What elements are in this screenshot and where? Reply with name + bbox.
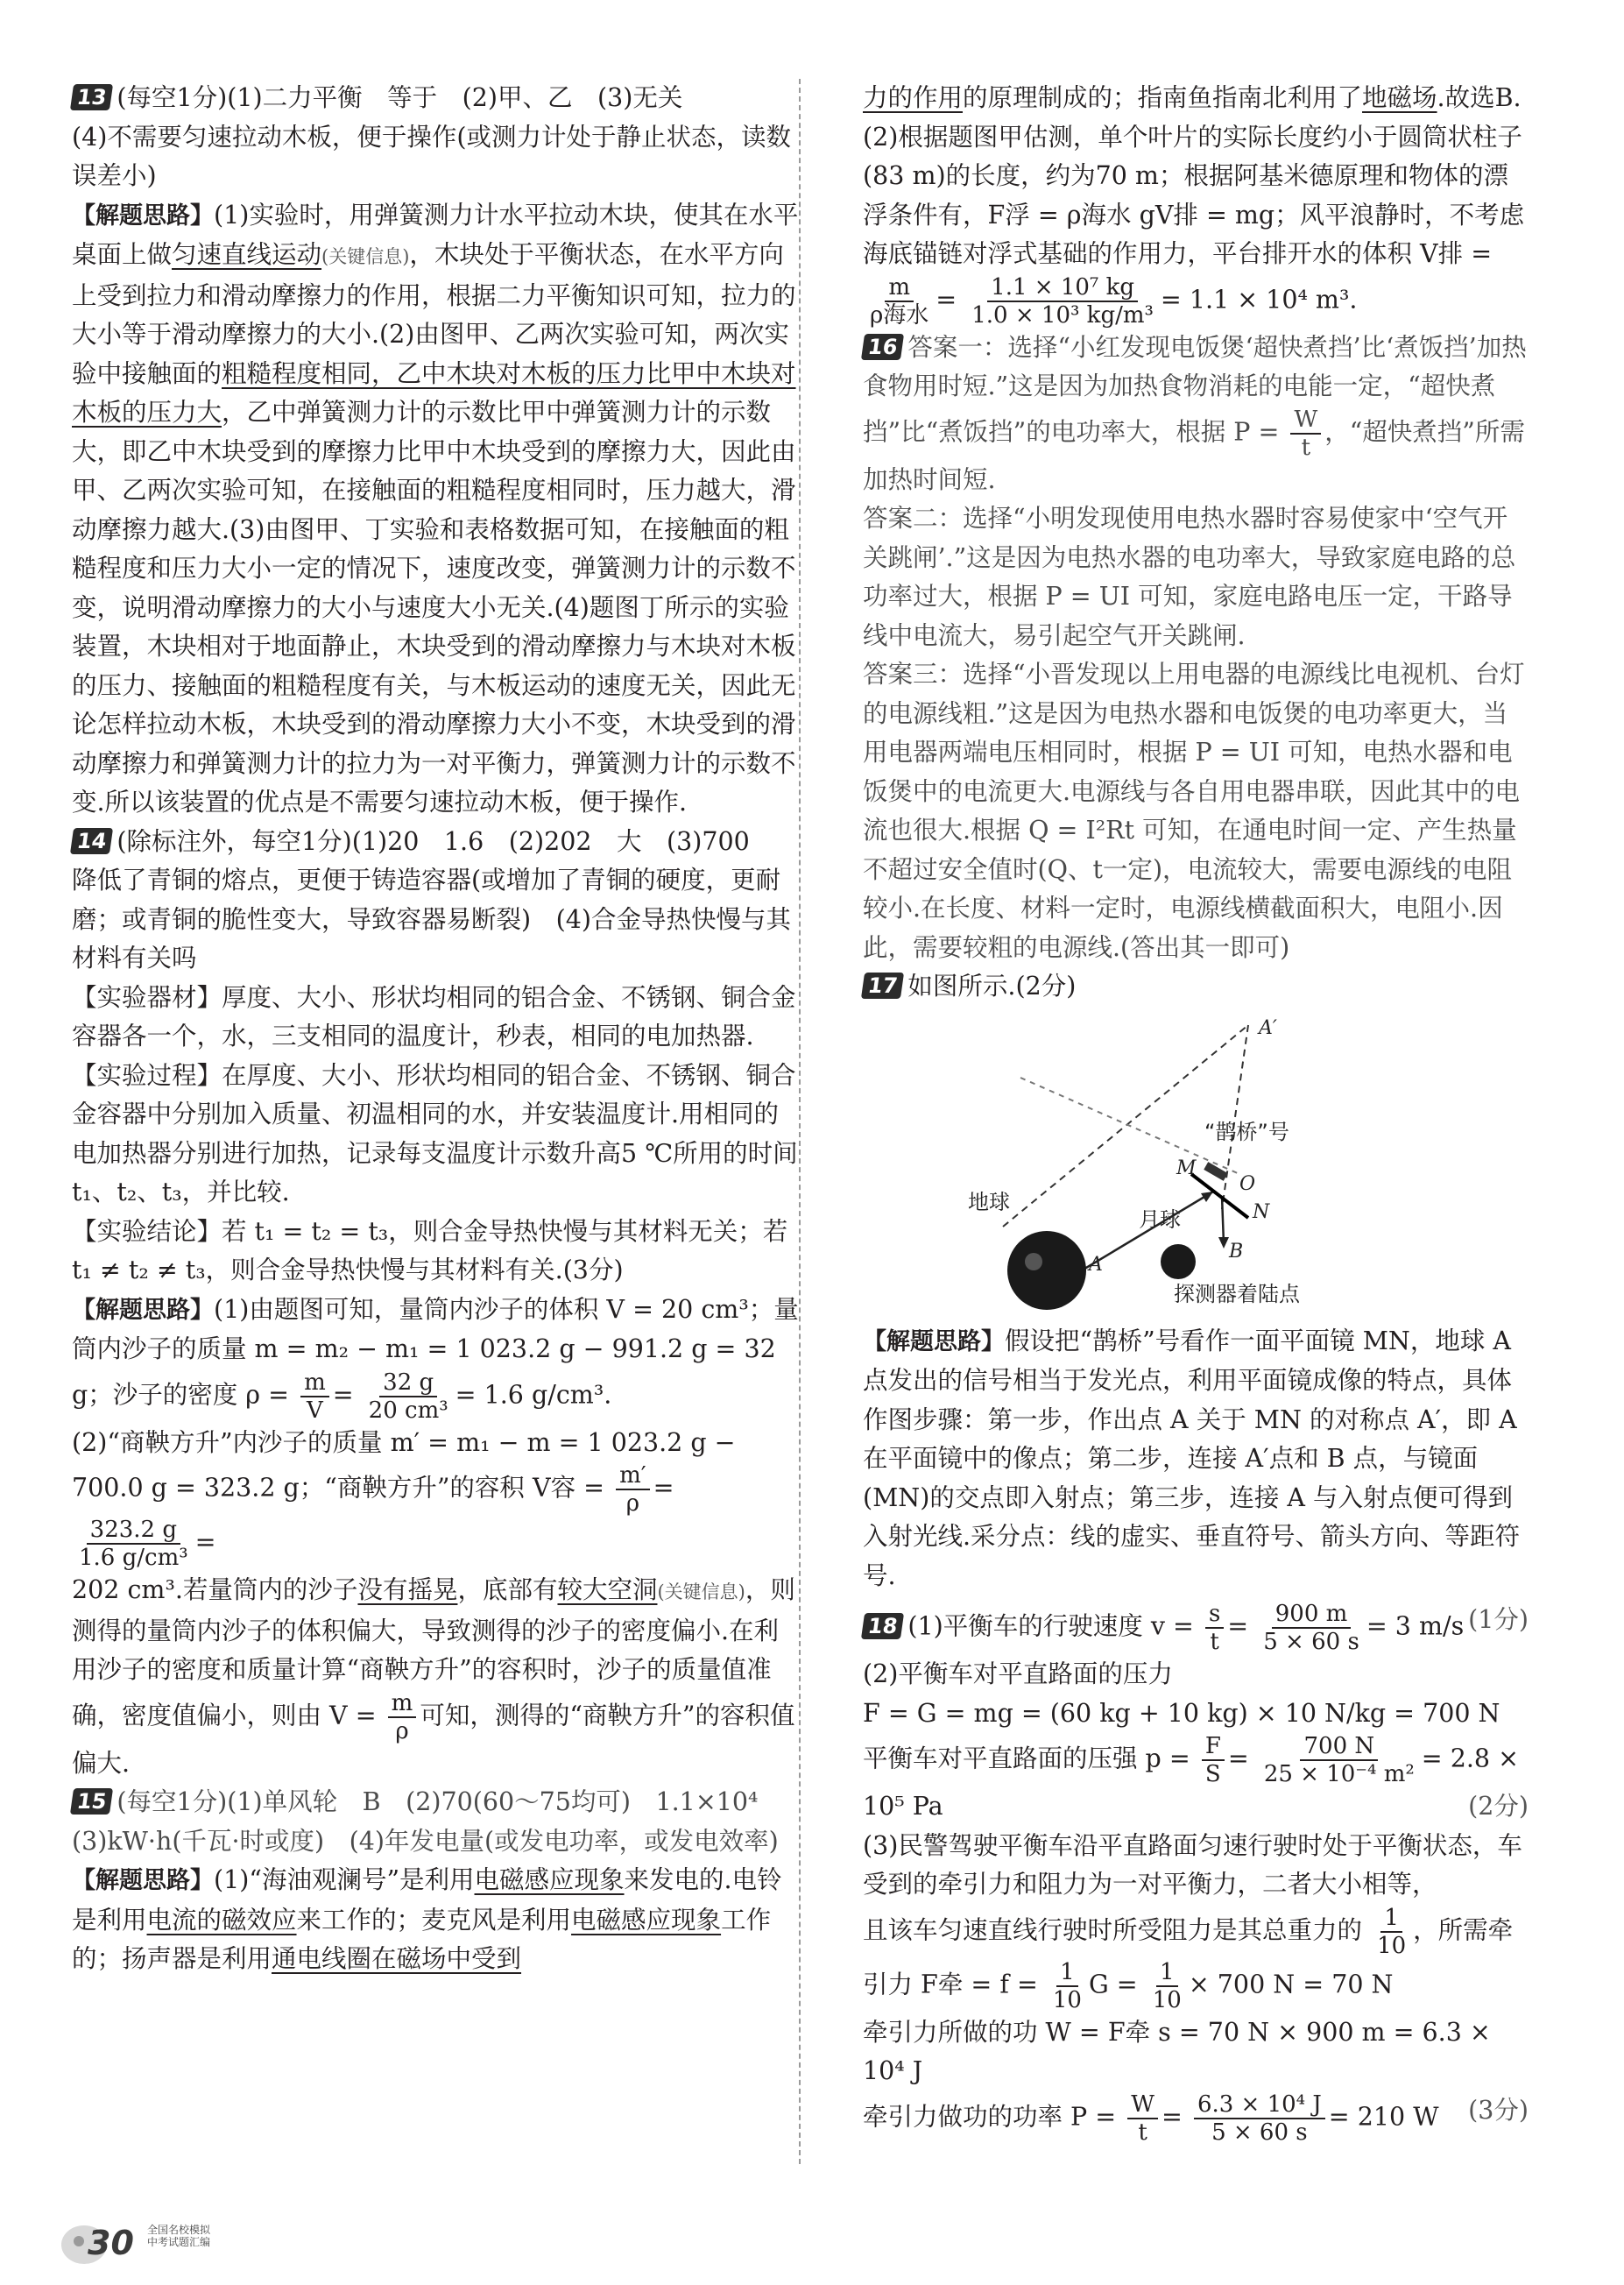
- question-number: 16: [861, 334, 905, 360]
- point-m: M: [1176, 1157, 1197, 1179]
- question-18: 18 (1)平衡车的行驶速度 v = $\frac{s}{t}$ = $\frac{900 m}{5 \times 60 s}$ = 3 m/s (1分) (2)平衡车对平直路面的压力 F = G = mg = (60 kg + 10 kg) × 10 N/kg = 700 N 平衡车对平直路面的压强 p = $\frac{F}{S}$ = $\frac{700 N}{\text{25 × 10⁻⁴ m²}}$ = 2.8 × 10⁵ Pa (2分) (3)民警驾驶平衡车沿平直路面匀速行驶时处于平衡状态，车受到的牵引力和阻力为一对平衡力，二者大小相等， 且该车匀速直线行驶时所受阻力是其总重力的 $\frac{1}{10}$ ，所需牵 引力 F牵 = f = $\frac{1}{10}$ G = $\frac{1}{10}$ × 700 N = 70 N 牵引力所做的功 W = F牵 s = 70 N × 900 m = 6.3 × 10⁴ J 牵引力做功的功率 P = $\frac{W}{t}$ = $\frac{\text{6.3 × 10⁴ J}}{5 \times 60 s}$ = 210 W (3分): [863, 1601, 1529, 2146]
- point-b: B: [1229, 1241, 1244, 1263]
- label-moon: 月球: [1139, 1207, 1181, 1232]
- solution-17: 【解题思路】假设把“鹊桥”号看作一面平面镜 MN，地球 A 点发出的信号相当于发光点，利用平面镜成像的特点，具体作图步骤：第一步，作出点 A 关于 MN 的对称点 A′，即 A 在平面镜中的像点；第二步，连接 A′点和 B 点，与镜面(MN)的交点即入射点；第三步，连接 A 与入射点便可得到入射光线.采分点：线的虚实、垂直符号、箭头方向、等距符号.: [863, 1326, 1521, 1590]
- question-17: 17 如图所示.(2分) 【解题思路】假设把“鹊桥”号看作一面平面镜 MN，地球 A 点发出的信号相当于发光点，利用平面镜成像的特点，具体作图步骤：第一步，作出点 A 关于 MN 的对称点 A′，即 A 在平面镜中的像点；第二步，连接 A′点和 B 点，与镜面(MN)的交点即入射点；第三步，连接 A 与入射点便可得到入射光线.采分点：线的虚实、垂直符号、箭头方向、等距符号.: [863, 967, 1529, 1595]
- earth-spot: [1025, 1253, 1042, 1270]
- left-column: [72, 79, 799, 1979]
- question-number: 18: [861, 1613, 905, 1639]
- question-number: 14: [70, 828, 114, 854]
- point-n: N: [1253, 1201, 1270, 1223]
- footer-tagline: 全国名校模拟 中考试题汇编: [147, 2224, 211, 2248]
- question-14: 14 (除标注外，每空1分)(1)20 1.6 (2)202 大 (3)700 降低了青铜的熔点，更便于铸造容器(或增加了青铜的硬度，更耐磨；或青铜的脆性变大，导致容器易断裂) (4)合金导热快慢与其材料有关吗 【实验器材】厚度、大小、形状均相同的铝合金、不锈钢、铜合金容器各一个，水，三支相同的温度计，秒表，相同的电加热器. 【实验过程】在厚度、大小、形状均相同的铝合金、不锈钢、铜合金容器中分别加入质量、初温相同的水，并安装温度计.用相同的电加热器分别进行加热，记录每支温度计示数升高5 ℃所用的时间 t₁、t₂、t₃，并比较. 【实验结论】若 t₁ = t₂ = t₃，则合金导热快慢与其材料无关；若 t₁ ≠ t₂ ≠ t₃，则合金导热快慢与其材料有关.(3分) 【解题思路】(1)由题图可知，量筒内沙子的体积 V = 20 cm³；量筒内沙子的质量 m = m₂ − m₁ = 1 023.2 g − 991.2 g = 32 g；沙子的密度 ρ = $\frac{m}{V}$ = $\frac{32 g}{\text{20 cm³}}$ = 1.6 g/cm³. (2)“商鞅方升”内沙子的质量 m′ = m₁ − m = 1 023.2 g − 700.0 g = 323.2 g；“商鞅方升”的容积 V容 = $\frac{m'}{\rho}$ = $\frac{323.2 g}{\text{1.6 g/cm³}}$ = 202 cm³.若量筒内的沙子没有摇晃，底部有较大空洞(关键信息)，则测得的量筒内沙子的体积偏大，导致测得的沙子的密度偏小.在利用沙子的密度和质量计算“商鞅方升”的容积时，沙子的质量值准确，密度值偏小，则由 V = $\frac{m}{\rho}$ 可知，测得的“商鞅方升”的容积值偏大.: [72, 823, 799, 1784]
- question-16: 16 答案一：选择“小红发现电饭煲‘超快煮挡’比‘煮饭挡’加热食物用时短.”这是因为加热食物消耗的电能一定，“超快煮挡”比“煮饭挡”的电功率大，根据 P = $\frac{W}{t}$ ，“超快煮挡”所需加热时间短. 答案二：选择“小明发现使用电热水器时容易使家中‘空气开关跳闸’.”这是因为电热水器的电功率大，导致家庭电路的总功率过大，根据 P = UI 可知，家庭电路电压一定，干路导线中电流大，易引起空气开关跳闸. 答案三：选择“小晋发现以上用电器的电源线比电视机、台灯的电源线粗.”这是因为电热水器和电饭煲的电功率更大，当用电器两端电压相同时，根据 P = UI 可知，电热水器和电饭煲中的电流更大.电源线与各自用电器串联，因此其中的电流也很大.根据 Q = I²Rt 可知，在通电时间一定、产生热量不超过安全值时(Q、t一定)，电流较大，需要电源线的电阻较小.在长度、材料一定时，电源线横截面积大，电阻小.因此，需要较粗的电源线.(答出其一即可): [863, 329, 1529, 968]
- solution-13: 【解题思路】(1)实验时，用弹簧测力计水平拉动木块，使其在水平桌面上做匀速直线运动(关键信息)，木块处于平衡状态，在水平方向上受到拉力和滑动摩擦力的作用，根据二力平衡知识可知，拉力的大小等于滑动摩擦力的大小.(2)由图甲、乙两次实验可知，两次实验中接触面的粗糙程度相同，乙中木块对木板的压力比甲中木块对木板的压力大，乙中弹簧测力计的示数比甲中弹簧测力计的示数大，即乙中木块受到的摩擦力比甲中木块受到的摩擦力大，因此由甲、乙两次实验可知，在接触面的粗糙程度相同时，压力越大，滑动摩擦力越大.(3)由图甲、丁实验和表格数据可知，在接触面的粗糙程度和压力大小一定的情况下，速度改变，弹簧测力计的示数不变，说明滑动摩擦力的大小与速度大小无关.(4)题图丁所示的实验装置，木块相对于地面静止，木块受到的滑动摩擦力与木块对木板的压力、接触面的粗糙程度有关，与木板运动的速度无关，因此无论怎样拉动木板，木块受到的滑动摩擦力大小不变，木块受到的滑动摩擦力和弹簧测力计的拉力为一对平衡力，弹簧测力计的示数不变.所以该装置的优点是不需要匀速拉动木板，便于操作.: [72, 200, 799, 817]
- question-13: 13 (每空1分)(1)二力平衡 等于 (2)甲、乙 (3)无关 (4)不需要匀速拉动木板，便于操作(或测力计处于静止状态，读数误差小) 【解题思路】(1)实验时，用弹簧测力计水平拉动木块，使其在水平桌面上做匀速直线运动(关键信息)，木块处于平衡状态，在水平方向上受到拉力和滑动摩擦力的作用，根据二力平衡知识可知，拉力的大小等于滑动摩擦力的大小.(2)由图甲、乙两次实验可知，两次实验中接触面的粗糙程度相同，乙中木块对木板的压力比甲中木块对木板的压力大，乙中弹簧测力计的示数比甲中弹簧测力计的示数大，即乙中木块受到的摩擦力比甲中木块受到的摩擦力大，因此由甲、乙两次实验可知，在接触面的粗糙程度相同时，压力越大，滑动摩擦力越大.(3)由图甲、丁实验和表格数据可知，在接触面的粗糙程度和压力大小一定的情况下，速度改变，弹簧测力计的示数不变，说明滑动摩擦力的大小与速度大小无关.(4)题图丁所示的实验装置，木块相对于地面静止，木块受到的滑动摩擦力与木块对木板的压力、接触面的粗糙程度有关，与木板运动的速度无关，因此无论怎样拉动木板，木块受到的滑动摩擦力大小不变，木块受到的滑动摩擦力和弹簧测力计的拉力为一对平衡力，弹簧测力计的示数不变.所以该装置的优点是不需要匀速拉动木板，便于操作.: [72, 79, 799, 823]
- solution-15-continued: 力的作用的原理制成的；指南鱼指南北利用了地磁场.故选B.(2)根据题图甲估测，单个叶片的实际长度约小于圆筒状柱子(83 m)的长度，约为70 m；根据阿基米德原理和物体的漂浮条件有，F浮 = ρ海水 gV排 = mg；风平浪静时，不考虑海底锚链对浮式基础的作用力，平台排开水的体积 V排 = $\frac{m}{\text{ρ海水}}$ = $\frac{\text{1.1 × 10⁷ kg}}{\text{1.0 × 10³ kg/m³}}$ = 1.1 × 10⁴ m³.: [863, 83, 1525, 329]
- label-earth: 地球: [968, 1190, 1010, 1214]
- moon-icon: [1161, 1244, 1196, 1279]
- mirror-diagram: [950, 1008, 1406, 1314]
- arrow-icon: [1218, 1237, 1229, 1249]
- score: (3分): [1468, 2095, 1529, 2125]
- page-number: 30: [88, 2224, 134, 2262]
- label-lander: 探测器着陆点: [1174, 1282, 1300, 1306]
- label-queqiao: “鹊桥”号: [1204, 1120, 1289, 1144]
- question-number: 13: [70, 84, 114, 110]
- earth-icon: [1007, 1231, 1086, 1310]
- point-a: A: [1089, 1254, 1103, 1276]
- column-divider: [799, 79, 801, 2164]
- score: (1分): [1468, 1605, 1529, 1634]
- question-number: 17: [861, 973, 905, 999]
- question-15: 15 (每空1分)(1)单风轮 B (2)70(60～75均可) 1.1×10⁴ (3)kW·h(千瓦·时或度) (4)年发电量(或发电功率，或发电效率) 【解题思路】(1)“海油观澜号”是利用电磁感应现象来发电的.电铃是利用电流的磁效应来工作的；麦克风是利用电磁感应现象工作的；扬声器是利用通电线圈在磁场中受到: [72, 1783, 799, 1979]
- solution-15: 【解题思路】(1)“海油观澜号”是利用电磁感应现象来发电的.电铃是利用电流的磁效应来工作的；麦克风是利用电磁感应现象工作的；扬声器是利用通电线圈在磁场中受到: [72, 1865, 782, 1973]
- point-o: O: [1239, 1173, 1256, 1195]
- point-a-prime: A′: [1259, 1017, 1277, 1039]
- reflected-ray: [1222, 1196, 1224, 1244]
- question-number: 15: [70, 1788, 114, 1815]
- solution-14: 【解题思路】(1)由题图可知，量筒内沙子的体积 V = 20 cm³；量筒内沙子的质量 m = m₂ − m₁ = 1 023.2 g − 991.2 g = 32 g；沙子的密度 ρ = $\frac{m}{V}$ = $\frac{32 g}{\text{20 cm³}}$ = 1.6 g/cm³.: [72, 1294, 799, 1424]
- score: (2分): [1468, 1792, 1529, 1821]
- satellite-icon: [1204, 1162, 1228, 1181]
